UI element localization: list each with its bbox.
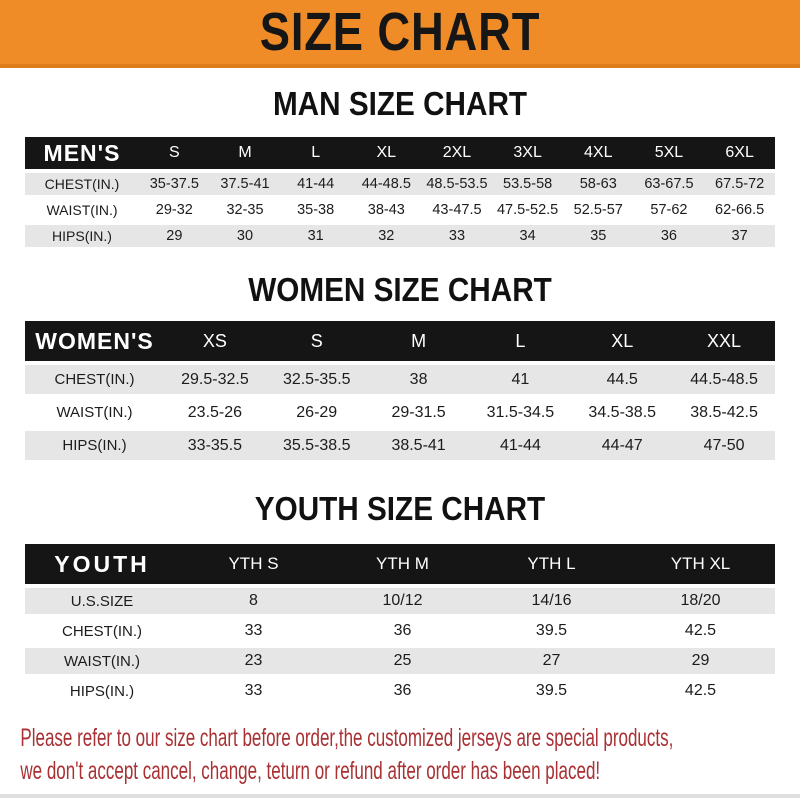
women-chest-value: 29.5-32.5: [164, 365, 266, 394]
youth-col-header: YTH XL: [626, 544, 775, 584]
men-hips-value: 33: [422, 225, 493, 247]
youth-col-header: YTH L: [477, 544, 626, 584]
women-hips-label: HIPS(IN.): [25, 431, 164, 460]
men-col-header: 4XL: [563, 137, 634, 169]
youth-hips-label: HIPS(IN.): [25, 678, 179, 704]
men-col-header: L: [280, 137, 351, 169]
men-hips-value: 35: [563, 225, 634, 247]
men-hips-value: 37: [704, 225, 775, 247]
women-hips-value: 44-47: [571, 431, 673, 460]
table-row: [25, 431, 775, 460]
women-waist-value: 23.5-26: [164, 398, 266, 427]
youth-ussize-value: 8: [179, 588, 328, 614]
men-hips-value: 29: [139, 225, 210, 247]
men-waist-value: 52.5-57: [563, 199, 634, 221]
men-col-header: S: [139, 137, 210, 169]
table-row: [25, 365, 775, 394]
youth-waist-value: 27: [477, 648, 626, 674]
women-chest-value: 44.5: [571, 365, 673, 394]
youth-chest-value: 39.5: [477, 618, 626, 644]
table-row: [25, 588, 775, 614]
men-chest-value: 63-67.5: [634, 173, 705, 195]
women-waist-label: WAIST(IN.): [25, 398, 164, 427]
women-chest-value: 41: [469, 365, 571, 394]
women-waist-value: 34.5-38.5: [571, 398, 673, 427]
men-chest-value: 37.5-41: [210, 173, 281, 195]
men-chest-value: 44-48.5: [351, 173, 422, 195]
women-corner-label: WOMEN'S: [25, 321, 164, 361]
youth-waist-value: 29: [626, 648, 775, 674]
men-col-header: 5XL: [634, 137, 705, 169]
women-waist-value: 31.5-34.5: [469, 398, 571, 427]
table-row: [25, 648, 775, 674]
women-col-header: XS: [164, 321, 266, 361]
women-col-header: L: [469, 321, 571, 361]
youth-hips-value: 33: [179, 678, 328, 704]
women-hips-value: 35.5-38.5: [266, 431, 368, 460]
women-col-header: XXL: [673, 321, 775, 361]
men-col-header: XL: [351, 137, 422, 169]
youth-corner-label: YOUTH: [25, 544, 179, 584]
youth-ussize-value: 14/16: [477, 588, 626, 614]
men-chest-label: CHEST(IN.): [25, 173, 139, 195]
men-waist-value: 35-38: [280, 199, 351, 221]
footer-note-line2: we don't accept cancel, change, teturn or refund after order has been placed!: [20, 756, 601, 785]
men-col-header: 6XL: [704, 137, 775, 169]
men-waist-value: 47.5-52.5: [492, 199, 563, 221]
youth-chest-value: 36: [328, 618, 477, 644]
women-waist-value: 26-29: [266, 398, 368, 427]
youth-section-title: YOUTH SIZE CHART: [254, 490, 546, 527]
women-hips-value: 38.5-41: [368, 431, 470, 460]
women-hips-value: 47-50: [673, 431, 775, 460]
youth-ussize-value: 10/12: [328, 588, 477, 614]
men-waist-value: 43-47.5: [422, 199, 493, 221]
youth-chest-value: 33: [179, 618, 328, 644]
youth-header-row: [25, 544, 775, 584]
table-row: [25, 199, 775, 221]
men-chest-value: 58-63: [563, 173, 634, 195]
men-hips-value: 36: [634, 225, 705, 247]
women-section-title: WOMEN SIZE CHART: [248, 271, 552, 308]
men-chest-value: 48.5-53.5: [422, 173, 493, 195]
women-col-header: S: [266, 321, 368, 361]
youth-hips-value: 39.5: [477, 678, 626, 704]
women-hips-value: 41-44: [469, 431, 571, 460]
women-waist-value: 29-31.5: [368, 398, 470, 427]
men-waist-value: 29-32: [139, 199, 210, 221]
youth-waist-label: WAIST(IN.): [25, 648, 179, 674]
men-hips-label: HIPS(IN.): [25, 225, 139, 247]
table-row: [25, 398, 775, 427]
youth-hips-value: 42.5: [626, 678, 775, 704]
men-col-header: 3XL: [492, 137, 563, 169]
men-chest-value: 41-44: [280, 173, 351, 195]
women-chest-value: 32.5-35.5: [266, 365, 368, 394]
footer-note-line1: Please refer to our size chart before order,the customized jerseys are special products,: [20, 724, 674, 752]
men-waist-value: 32-35: [210, 199, 281, 221]
women-chest-value: 44.5-48.5: [673, 365, 775, 394]
men-waist-value: 57-62: [634, 199, 705, 221]
women-size-table: [25, 317, 775, 464]
men-section-title: MAN SIZE CHART: [272, 85, 528, 122]
men-hips-value: 31: [280, 225, 351, 247]
men-size-table: [25, 133, 775, 251]
women-chest-value: 38: [368, 365, 470, 394]
youth-ussize-value: 18/20: [626, 588, 775, 614]
table-row: [25, 225, 775, 247]
men-waist-label: WAIST(IN.): [25, 199, 139, 221]
men-col-header: M: [210, 137, 281, 169]
women-hips-value: 33-35.5: [164, 431, 266, 460]
men-hips-value: 30: [210, 225, 281, 247]
women-waist-value: 38.5-42.5: [673, 398, 775, 427]
youth-waist-value: 25: [328, 648, 477, 674]
table-row: [25, 173, 775, 195]
men-header-row: [25, 137, 775, 169]
youth-size-table: [25, 540, 775, 708]
youth-hips-value: 36: [328, 678, 477, 704]
women-col-header: XL: [571, 321, 673, 361]
youth-waist-value: 23: [179, 648, 328, 674]
men-waist-value: 62-66.5: [704, 199, 775, 221]
youth-chest-value: 42.5: [626, 618, 775, 644]
men-chest-value: 67.5-72: [704, 173, 775, 195]
youth-col-header: YTH M: [328, 544, 477, 584]
men-col-header: 2XL: [422, 137, 493, 169]
women-col-header: M: [368, 321, 470, 361]
men-corner-label: MEN'S: [25, 137, 139, 169]
women-chest-label: CHEST(IN.): [25, 365, 164, 394]
footer-note: [0, 722, 674, 787]
men-hips-value: 34: [492, 225, 563, 247]
table-row: [25, 678, 775, 704]
women-header-row: [25, 321, 775, 361]
table-row: [25, 618, 775, 644]
bottom-divider: [0, 794, 800, 798]
men-hips-value: 32: [351, 225, 422, 247]
youth-ussize-label: U.S.SIZE: [25, 588, 179, 614]
men-chest-value: 53.5-58: [492, 173, 563, 195]
size-chart-banner: [0, 0, 800, 68]
banner-title: SIZE CHART: [259, 2, 541, 62]
men-waist-value: 38-43: [351, 199, 422, 221]
youth-col-header: YTH S: [179, 544, 328, 584]
youth-chest-label: CHEST(IN.): [25, 618, 179, 644]
men-chest-value: 35-37.5: [139, 173, 210, 195]
